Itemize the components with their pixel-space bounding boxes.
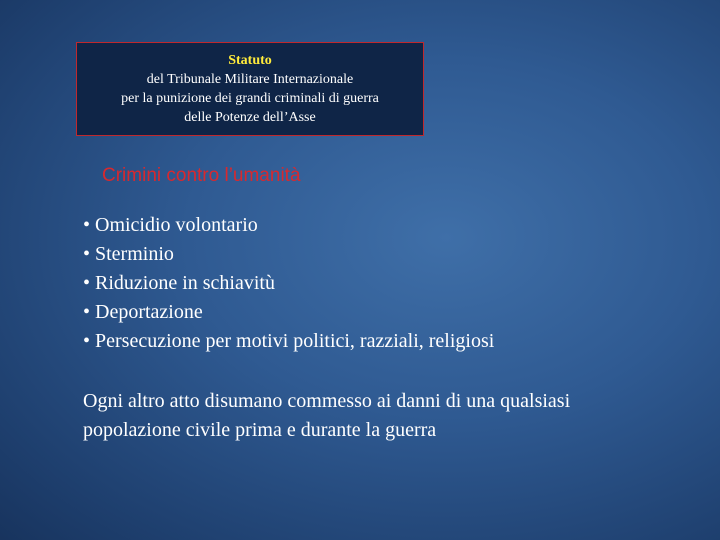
statute-title-box	[76, 42, 424, 136]
list-item: • Sterminio	[83, 243, 174, 265]
closing-line-1: Ogni altro atto disumano commesso ai danni di una qualsiasi	[83, 390, 571, 412]
list-item: • Deportazione	[83, 301, 203, 323]
crimes-list	[83, 211, 494, 356]
list-item: • Riduzione in schiavitù	[83, 272, 275, 294]
list-item: • Omicidio volontario	[83, 214, 258, 236]
section-heading: Crimini contro l’umanità	[102, 165, 301, 186]
statute-subtitle-line-3: delle Potenze dell’Asse	[184, 110, 316, 125]
statute-subtitle-line-2: per la punizione dei grandi criminali di guerra	[121, 91, 379, 106]
list-item: • Persecuzione per motivi politici, razziali, religiosi	[83, 330, 495, 352]
closing-line-2: popolazione civile prima e durante la guerra	[83, 419, 437, 441]
statute-title: Statuto	[228, 53, 272, 68]
statute-subtitle-line-1: del Tribunale Militare Internazionale	[146, 72, 354, 87]
closing-paragraph	[83, 387, 703, 445]
